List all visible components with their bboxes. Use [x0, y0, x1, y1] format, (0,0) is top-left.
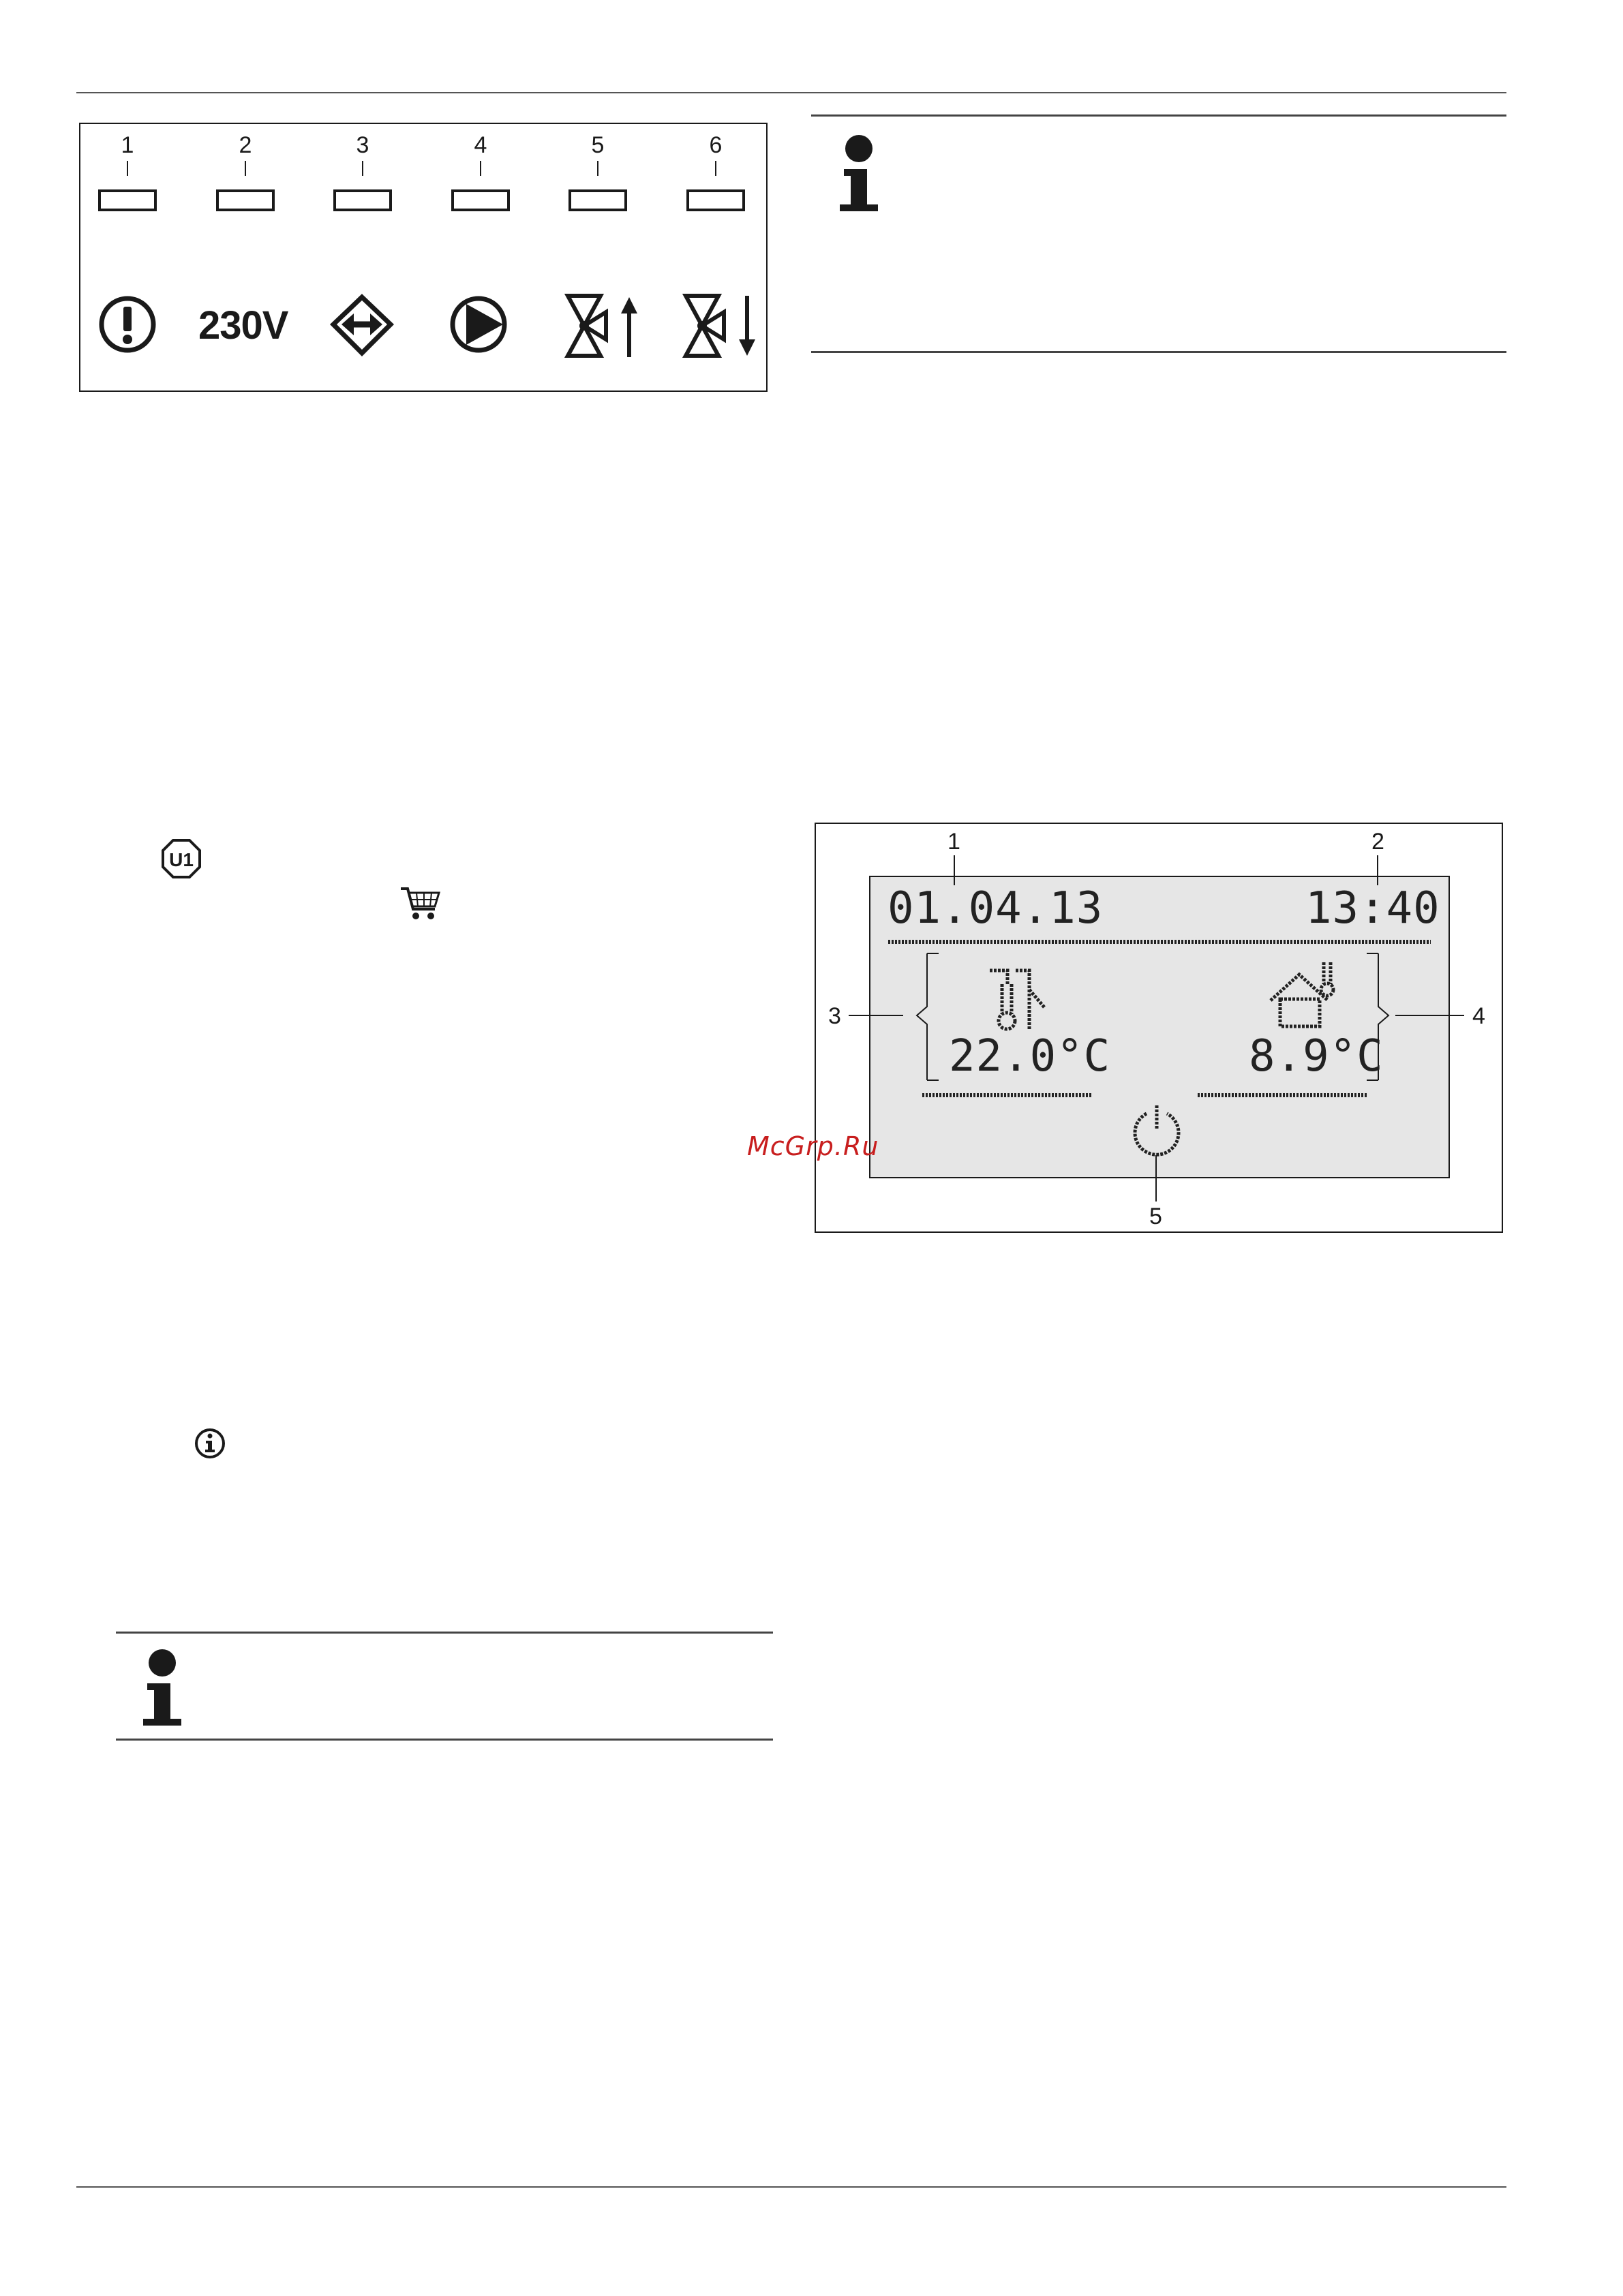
power-standby-icon — [1126, 1103, 1187, 1164]
led-slot-5 — [568, 189, 627, 211]
mixer-valve-open-icon — [561, 289, 643, 364]
led-tick-4 — [480, 161, 481, 176]
lcd-date: 01.04.13 — [888, 883, 1104, 934]
mixer-valve-close-icon — [679, 289, 761, 364]
u1-icon — [161, 838, 202, 879]
led-tick-3 — [362, 161, 363, 176]
callout-3: 3 — [828, 1003, 841, 1029]
lcd-time: 13:40 — [1305, 883, 1440, 934]
led-slot-6 — [686, 189, 745, 211]
led-number-3: 3 — [356, 132, 369, 158]
led-slot-1 — [98, 189, 157, 211]
led-slot-2 — [216, 189, 275, 211]
led-number-2: 2 — [239, 132, 252, 158]
pump-icon — [447, 294, 515, 363]
svg-text:U1: U1 — [169, 849, 194, 870]
info-i-icon — [136, 1648, 191, 1727]
led-tick-1 — [127, 161, 128, 176]
info-i-icon — [833, 134, 888, 213]
led-number-6: 6 — [709, 132, 723, 158]
outdoor-house-thermometer-icon — [1268, 960, 1343, 1035]
led-slot-4 — [451, 189, 510, 211]
led-tick-2 — [245, 161, 246, 176]
info-circle-icon — [194, 1427, 226, 1460]
info-note-bottom — [116, 1632, 773, 1741]
led-tick-5 — [597, 161, 598, 176]
led-number-4: 4 — [474, 132, 487, 158]
led-number-5: 5 — [591, 132, 605, 158]
callout-2: 2 — [1371, 829, 1384, 855]
led-number-1: 1 — [121, 132, 134, 158]
led-slot-3 — [333, 189, 392, 211]
callout-1: 1 — [947, 829, 960, 855]
fault-icon — [96, 294, 164, 363]
watermark: McGrp.Ru — [747, 1131, 879, 1161]
voltage-label: 230V — [198, 303, 288, 348]
led-tick-6 — [715, 161, 716, 176]
communication-icon — [329, 293, 397, 361]
lcd-room-temperature: 22.0°C — [949, 1031, 1111, 1082]
room-thermometer-icon — [987, 966, 1052, 1035]
header-rule — [76, 92, 1506, 93]
info-note-top — [811, 114, 1506, 353]
lcd-outdoor-temperature: 8.9°C — [1249, 1031, 1384, 1082]
shopping-cart-icon — [399, 886, 442, 923]
led-indicator-panel — [79, 123, 768, 392]
footer-rule — [76, 2186, 1506, 2188]
callout-5: 5 — [1149, 1204, 1162, 1229]
callout-4: 4 — [1472, 1003, 1485, 1029]
